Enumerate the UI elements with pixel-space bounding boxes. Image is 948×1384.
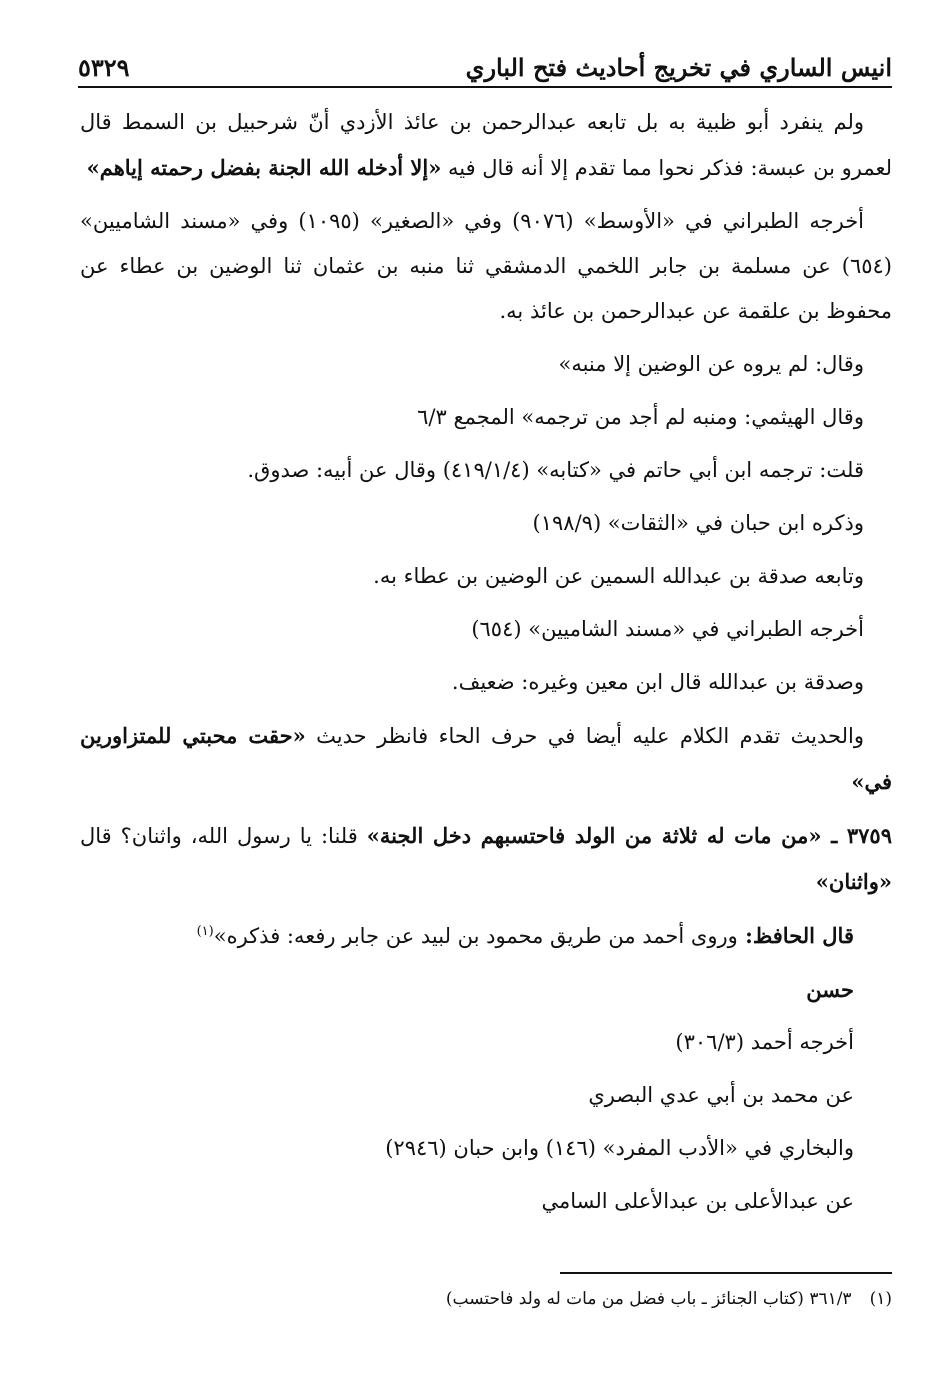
paragraph-6: وذكره ابن حبان في «الثقات» (١٩٨/٩) — [532, 511, 864, 535]
p1-text: ولم ينفرد أبو ظبية به بل تابعه عبدالرحمن بن عائذ الأزدي أنّ شرحبيل بن السمط قال لعمرو بن عبسة: فذكر نحوا مما تقدم إلا أنه قال فيه — [80, 110, 892, 180]
paragraph-7: وتابعه صدقة بن عبدالله السمين عن الوضين بن عطاء به. — [373, 564, 864, 588]
hafiz-text: وروى أحمد من طريق محمود بن لبيد عن جابر رفعه: فذكره» — [213, 924, 738, 948]
paragraph-4: وقال الهيثمي: ومنبه لم أجد من ترجمه» المجمع ٦/٣ — [417, 405, 864, 429]
paragraph-1 — [80, 100, 892, 191]
footnote-reference: (١) — [196, 924, 214, 939]
running-title: انيس الساري في تخريج أحاديث فتح الباري — [465, 53, 892, 82]
line-3: والبخاري في «الأدب المفرد» (١٤٦) وابن حبان (٢٩٤٦) — [385, 1136, 854, 1160]
footnote-mark: (١) — [869, 1289, 892, 1309]
footnote-divider — [560, 1272, 892, 1274]
hafiz-paragraph — [80, 913, 882, 959]
line-4: عن عبدالأعلى بن عبدالأعلى السامي — [541, 1189, 854, 1213]
entry-hadith-text: «من مات له ثلاثة من الولد فاحتسبهم دخل الجنة» — [366, 823, 822, 848]
paragraph-9: وصدقة بن عبدالله قال ابن معين وغيره: ضعيف. — [451, 670, 864, 694]
line-2: عن محمد بن أبي عدي البصري — [588, 1083, 854, 1107]
page-header — [78, 42, 892, 88]
entry-answer: «واثنان» — [815, 869, 892, 894]
entry-number: ٣٧٥٩ ـ — [821, 823, 892, 848]
paragraph-10 — [80, 713, 892, 805]
entry-question: قلنا: يا رسول الله، واثنان؟ قال — [80, 824, 367, 848]
paragraph-3: وقال: لم يروه عن الوضين إلا منبه» — [558, 352, 864, 376]
footnote — [80, 1284, 892, 1314]
paragraph-5: قلت: ترجمه ابن أبي حاتم في «كتابه» (٤١٩/١/٤) وقال عن أبيه: صدوق. — [247, 458, 864, 482]
paragraph-2: أخرجه الطبراني في «الأوسط» (٩٠٧٦) وفي «الصغير» (١٠٩٥) وفي «مسند الشاميين» (٦٥٤) عن مسلمة بن جابر اللخمي الدمشقي ثنا منبه بن عثمان ثنا الوضين بن عطاء عن محفوظ بن علقمة عن عبدالرحمن بن عائذ به. — [80, 209, 892, 323]
page-number: ٥٣٢٩ — [78, 53, 130, 82]
paragraph-8: أخرجه الطبراني في «مسند الشاميين» (٦٥٤) — [471, 617, 864, 641]
p10-bold-quote: «حقت محبتي للمتزاورين في» — [80, 723, 892, 794]
p1-bold-quote: «إلا أدخله الله الجنة بفضل رحمته إياهم» — [86, 155, 442, 180]
footnote-text: ٣٦١/٣ (كتاب الجنائز ـ باب فضل من مات له ولد فاحتسب) — [445, 1289, 852, 1309]
main-text — [80, 100, 892, 1232]
line-1: أخرجه أحمد (٣٠٦/٣) — [675, 1030, 854, 1054]
hafiz-label: قال الحافظ: — [737, 923, 854, 948]
grade-label: حسن — [806, 977, 854, 1002]
p10-text: والحديث تقدم الكلام عليه أيضا في حرف الحاء فانظر حديث — [305, 724, 864, 748]
hadith-entry — [80, 813, 892, 905]
